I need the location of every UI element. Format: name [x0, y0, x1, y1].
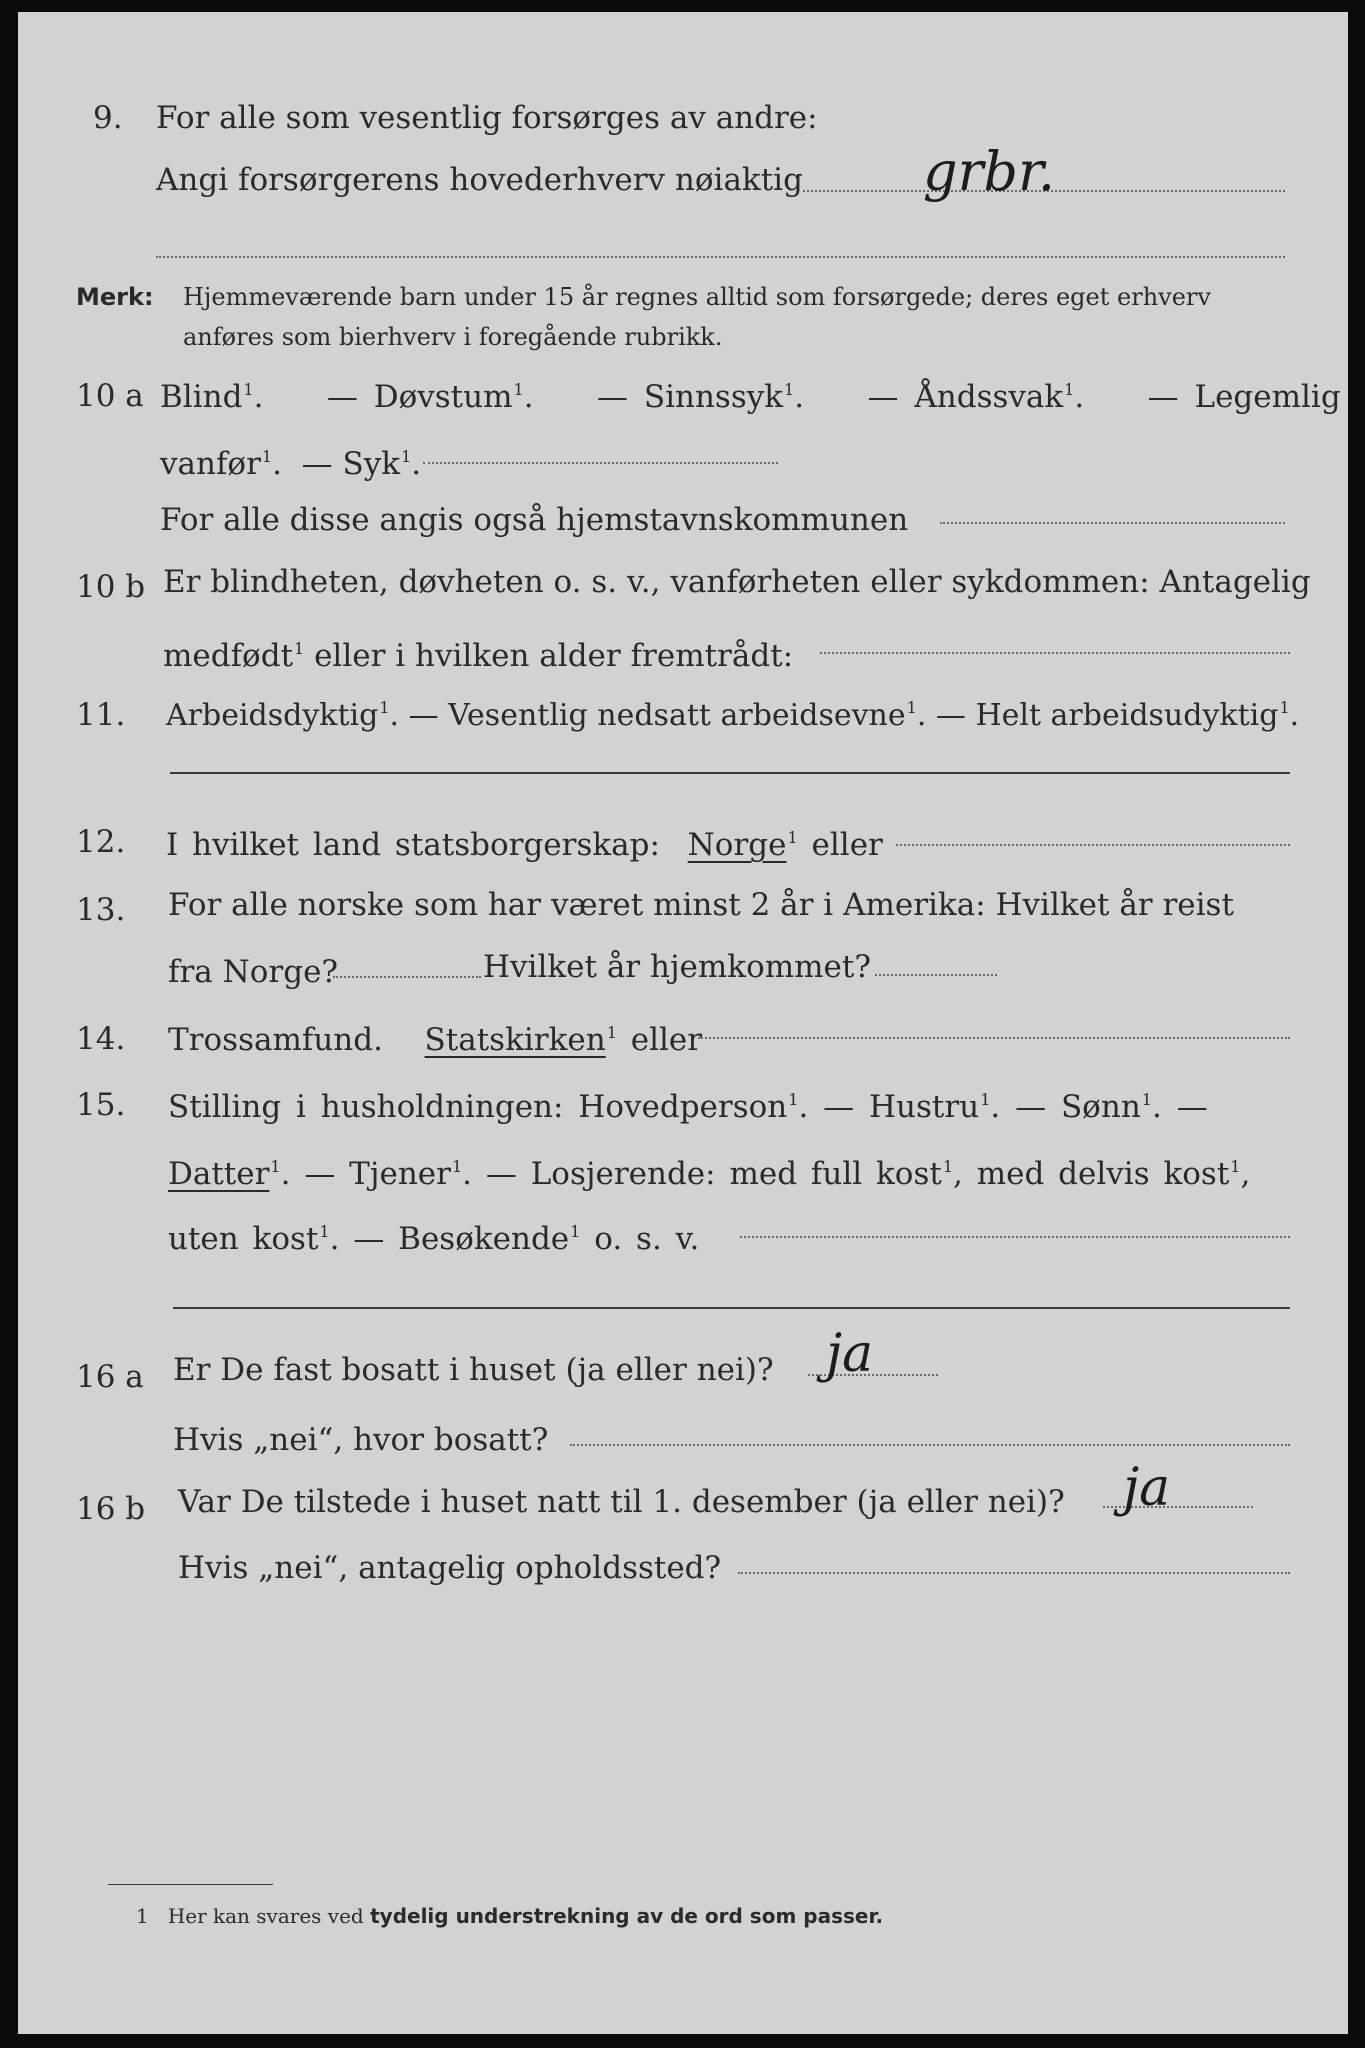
q10b-answer-line [820, 652, 1290, 654]
q13-line1: For alle norske som har været minst 2 år i Amerika: Hvilket år reist [168, 887, 1234, 923]
option-medfodt[interactable]: medfødt [163, 638, 294, 674]
option-losjerende-delvis[interactable]: , med delvis kost [953, 1156, 1230, 1192]
option-sinnssyk[interactable]: — Sinnssyk [596, 379, 784, 415]
census-form-page [18, 12, 1348, 2034]
option-syk[interactable]: — Syk [301, 446, 401, 482]
option-andssvak[interactable]: — Åndssvak [867, 379, 1064, 415]
q16b-number: 16 b [76, 1491, 146, 1527]
q9-line2: Angi forsørgerens hovederhverv nøiaktig [156, 162, 803, 198]
q16a-residence-line [570, 1444, 1290, 1446]
q12-line: I hvilket land statsborgerskap: Norge$^1$ eller [166, 827, 883, 863]
q13-departure-line [333, 976, 481, 978]
footnote: 1 Her kan svares ved tydelig understrekning av de ord som passer. [136, 1904, 884, 1928]
option-tjener[interactable]: — Tjener [304, 1156, 451, 1192]
q16a-number: 16 a [76, 1359, 144, 1395]
q16b-line2: Hvis „nei“, antagelig opholdssted? [178, 1550, 722, 1586]
q15-answer-line [740, 1236, 1290, 1238]
q10a-line1: Blind$^1$. — Døvstum$^1$. — Sinnssyk$^1$. — Åndssvak$^1$. — Legemlig [160, 379, 1341, 415]
option-datter[interactable]: Datter [168, 1156, 270, 1192]
option-hustru[interactable]: — Hustru [823, 1089, 980, 1125]
option-blind[interactable]: Blind [160, 379, 243, 415]
q12-number: 12. [76, 824, 126, 860]
q16a-line2: Hvis „nei“, hvor bosatt? [173, 1422, 549, 1458]
option-legemlig[interactable]: — Legemlig [1147, 379, 1341, 415]
option-vanfor[interactable]: vanfør [160, 446, 261, 482]
q15-number: 15. [76, 1087, 126, 1123]
option-dovstum[interactable]: — Døvstum [326, 379, 513, 415]
q9-extra-line [156, 256, 1285, 258]
option-arbeidsdyktig[interactable]: Arbeidsdyktig [166, 698, 379, 733]
option-uten-kost[interactable]: uten kost [168, 1221, 319, 1257]
q13-number: 13. [76, 892, 126, 928]
q10b-line2: medfødt$^1$ eller i hvilken alder fremtrådt: [163, 638, 794, 674]
q11-separator [170, 772, 1290, 774]
option-hovedperson[interactable]: Stilling i husholdningen: Hovedperson [168, 1089, 788, 1125]
q10b-number: 10 b [76, 569, 146, 605]
merk-line2: anføres som bierhverv i foregående rubrikk. [183, 323, 723, 351]
q13-line2a: fra Norge? [168, 954, 339, 990]
q15-line3: uten kost$^1$. — Besøkende$^1$ o. s. v. [168, 1221, 700, 1257]
q14-answer-line [698, 1037, 1290, 1039]
q12-answer-line [896, 844, 1290, 846]
q16a-line1: Er De fast bosatt i huset (ja eller nei)? [173, 1352, 774, 1388]
merk-label: Merk: [76, 283, 154, 311]
q9-line1: For alle som vesentlig forsørges av andre: [156, 100, 818, 136]
option-norge[interactable]: Norge [687, 827, 787, 863]
q10a-line3: For alle disse angis også hjemstavnskommunen [160, 502, 909, 538]
q10b-line1: Er blindheten, døvheten o. s. v., vanførheten eller sykdommen: Antagelig [163, 564, 1311, 600]
q13-line2b: Hvilket år hjemkommet? [483, 949, 871, 985]
q11-line: Arbeidsdyktig$^1$. — Vesentlig nedsatt arbeidsevne$^1$. — Helt arbeidsudyktig$^1$. [166, 698, 1300, 733]
q16b-line1: Var De tilstede i huset natt til 1. desember (ja eller nei)? [178, 1484, 1065, 1520]
q16b-handwritten-answer: ja [1123, 1458, 1171, 1518]
q15-separator [173, 1307, 1290, 1309]
q10a-answer-line [423, 462, 778, 464]
q16a-handwritten-answer: ja [826, 1324, 874, 1384]
q11-number: 11. [76, 697, 126, 733]
footnote-rule [108, 1884, 273, 1885]
merk-line1: Hjemmeværende barn under 15 år regnes alltid som forsørgede; deres eget erhverv [183, 283, 1211, 311]
q9-handwritten-answer: grbr. [923, 140, 1055, 203]
option-statskirken[interactable]: Statskirken [424, 1022, 606, 1058]
option-arbeidsudyktig[interactable]: — Helt arbeidsudyktig [935, 698, 1279, 733]
q10a-hometown-line [940, 522, 1285, 524]
q10a-line2: vanfør$^1$. — Syk$^1$. [160, 446, 422, 482]
q16b-location-line [738, 1572, 1290, 1574]
option-sonn[interactable]: — Sønn [1015, 1089, 1141, 1125]
q10a-number: 10 a [76, 378, 144, 414]
option-losjerende-full[interactable]: — Losjerende: med full kost [485, 1156, 942, 1192]
q15-line1: Stilling i husholdningen: Hovedperson$^1$. — Hustru$^1$. — Sønn$^1$. — [168, 1089, 1208, 1125]
q9-number: 9. [93, 100, 123, 136]
q15-line2: Datter$^1$. — Tjener$^1$. — Losjerende: med full kost$^1$, med delvis kost$^1$, [168, 1156, 1251, 1192]
option-besokende[interactable]: — Besøkende [353, 1221, 570, 1257]
q14-number: 14. [76, 1021, 126, 1057]
q13-return-line [875, 974, 997, 976]
q14-line: Trossamfund. Statskirken$^1$ eller [168, 1022, 703, 1058]
option-nedsatt[interactable]: — Vesentlig nedsatt arbeidsevne [408, 698, 906, 733]
